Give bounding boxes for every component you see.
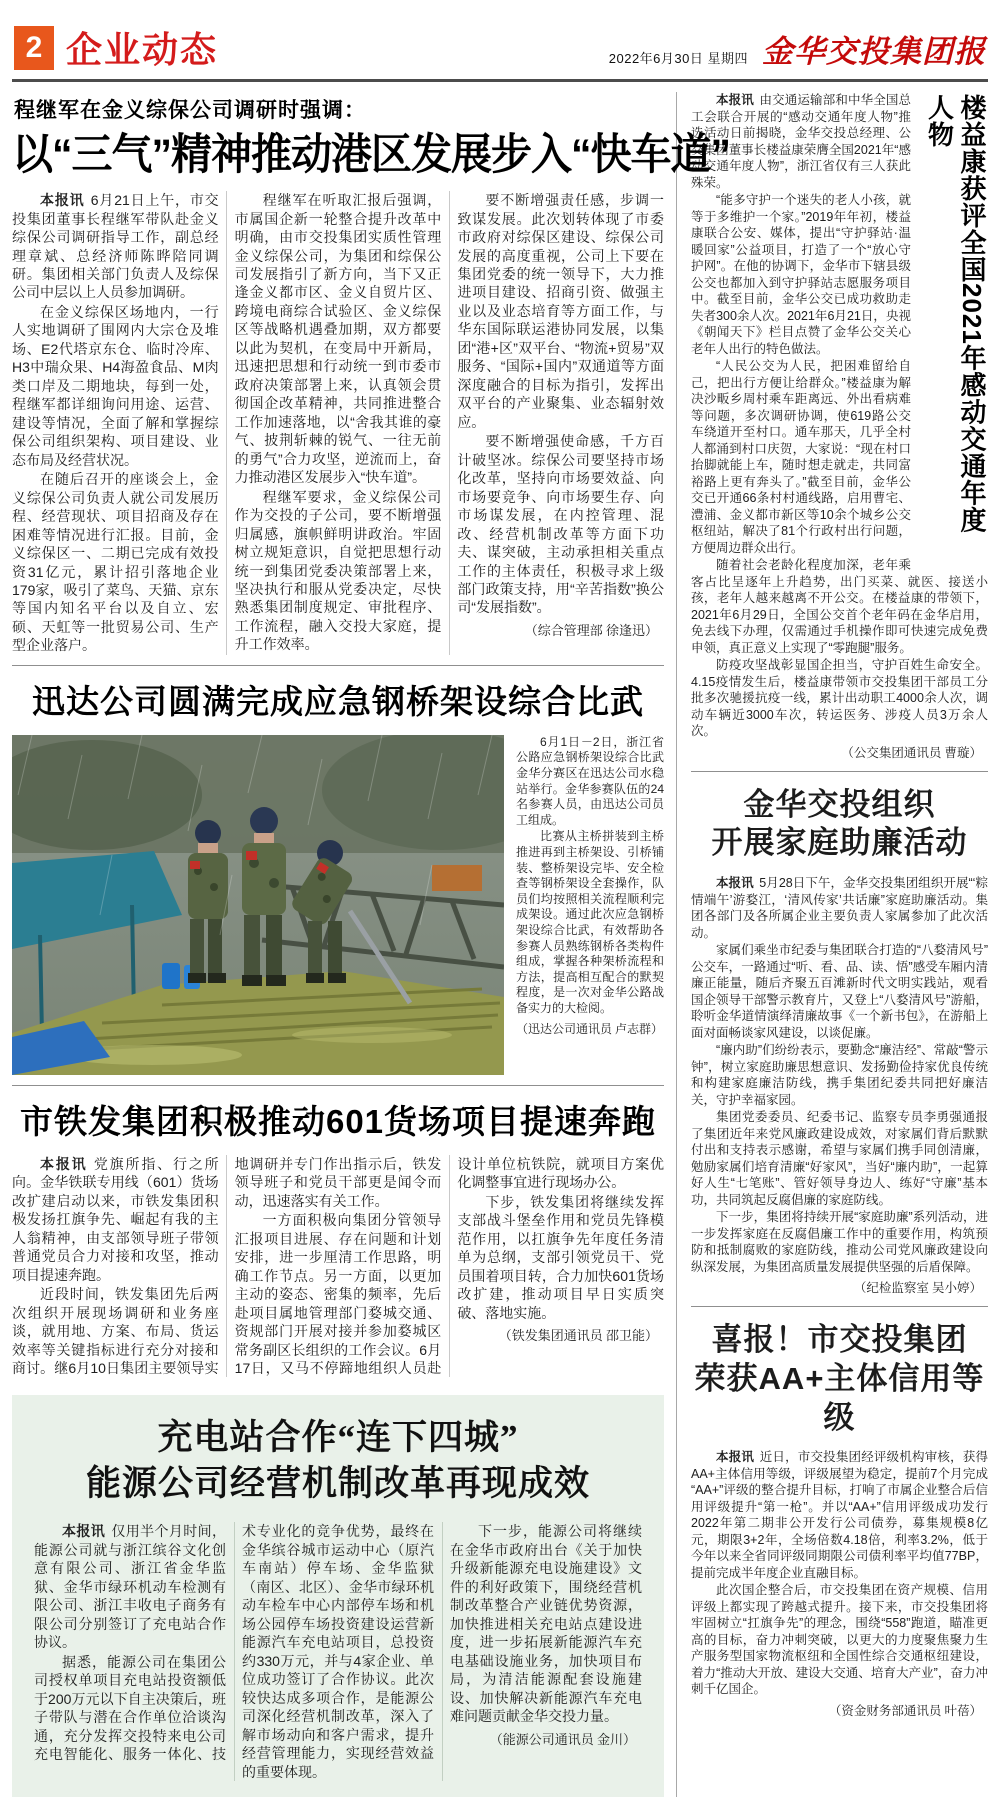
paragraph-text: 近日，市交投集团经评级机构审核，获得AA+主体信用等级，评级展望为稳定，提前7个月完成“AA+”评级的整合提升目标，打响了市属企业整合后信用评级提升“第一枪”。并以“AA+”信用评级成功发行2022年第二期非公开发行公司债券，募集规模8亿元，期限3+2年，全场倍数4.18倍，利率3.2%，低于今年以来全省同评级同期限公司债利率平均值77BP，提前完成半年度企业直融目标。 bbox=[691, 1450, 988, 1580]
headline-line2: 开展家庭助廉活动 bbox=[711, 825, 968, 861]
page-body bbox=[12, 92, 988, 1797]
byline: （资金财务部通讯员 叶蓓） bbox=[828, 1703, 982, 1718]
paragraph: 要不断增强使命感，千方百计破坚冰。综保公司要坚持市场化改革，坚持向市场要效益、向市场要竞争、向市场要生存、向市场谋发展，在内控管理、混改、经营机制改革等方面下功夫、谋突破，主动承担相关重点工作的主体责任，积极寻求上级部门政策支持，用“辛苦指数”换公司“发展指数”。 bbox=[457, 433, 664, 616]
article-body bbox=[34, 1522, 642, 1781]
right-column bbox=[676, 92, 988, 1797]
lede-label: 本报讯 bbox=[716, 93, 754, 107]
article-body bbox=[12, 735, 664, 1075]
paragraph-text: 5月28日下午，金华交投集团组织开展“‘粽情端午’游婺江，‘清风传家’共话廉”家庭助廉活动。集团各部门及各所属企业主要负责人家属参加了此次活动。 bbox=[691, 876, 988, 940]
divider bbox=[691, 771, 988, 772]
headline-line1: 金华交投组织 bbox=[743, 786, 936, 822]
page-number-badge: 2 bbox=[14, 26, 54, 70]
byline: （迅达公司通讯员 卢志群） bbox=[516, 1021, 664, 1036]
divider bbox=[12, 1085, 664, 1086]
paragraph: 下一步，集团将持续开展“家庭助廉”系列活动，进一步发挥家庭在反腐倡廉工作中的重要作用，构筑预防和抵制腐败的家庭防线，推动公司党风廉政建设向纵深发展，为集团高质量发展提供坚强的后盾保障。 bbox=[691, 1210, 988, 1274]
paragraph: “能多守护一个迷失的老人小孩，就等于多维护一个家。”2019年年初，楼益康联合公安、媒体，提出“守护驿站·温暖回家”公益项目，打造了一个“放心守护网”。在他的协调下，金华市下辖县级公交也都加入到守护驿站志愿服务项目中。截至目前，金华公交已成功救助走失者300余人次。2021年6月21日，央视《朝闻天下》栏目点赞了金华公交关心老年人出行的特色做法。 bbox=[691, 193, 911, 356]
paragraph bbox=[34, 1522, 226, 1651]
header-left bbox=[14, 22, 218, 73]
divider bbox=[691, 1306, 988, 1307]
byline: （纪检监察室 吴小婷） bbox=[853, 1281, 982, 1295]
article-body bbox=[12, 1155, 664, 1378]
paragraph: “廉内助”们纷纷表示，要勤念“廉洁经”、常敲“警示钟”，树立家庭助廉思想意识、发扬勤俭持家优良传统和构建家庭廉洁防线，携手集团纪委共同把好廉洁关，守护幸福家园。 bbox=[691, 1043, 988, 1107]
header-right bbox=[609, 26, 986, 73]
lede-label: 本报讯 bbox=[716, 1450, 755, 1465]
paragraph-text: 6月21日上午，市交投集团董事长程继军带队赴金义综保公司调研指导工作，副总经理章斌、总经济师陈晔陪同调研。集团相关部门负责人及综保公司中层以上人员参加调研。 bbox=[12, 192, 219, 301]
paragraph: “人民公交为人民，把困难留给自己，把出行方便让给群众。”楼益康为解决沙畈乡周村乘车距离远、外出看病难等问题，多次调研协调，使619路公交车绕道开至村口。通车那天，几乎全村人都涌到村口庆贺，大家说：“现在村口抬脚就能上车，随时想走就走，共同富裕路上更有奔头了。”截至目前，金华公交已开通66条村村通线路，启用曹宅、澧浦、金义都市新区等10余个城乡公交枢纽站，解决了81个行政村出行问题，方便周边群众出行。 bbox=[691, 359, 911, 555]
paragraph: 此次国企整合后，市交投集团在资产规模、信用评级上都实现了跨越式提升。接下来，市交投集团将牢固树立“扛旗争先”的理念，围绕“558”跑道，瞄准更高的目标，奋力冲刺突破，以更大的力度聚焦聚力生产服务型国家物流枢纽和全国性综合交通枢纽建设，着力“推动大开放、建设大交通、培育大产业”，奋力冲刺千亿国企。 bbox=[691, 1583, 988, 1697]
paragraph-text: 党旗所指、行之所向。金华铁联专用线（601）货场改扩建启动以来，市铁发集团积极发扬扛旗争先、崛起有我的主人翁精神，由支部领导班子带领普通党员合力对接和攻坚，推动项目提速奔跑。 bbox=[12, 1155, 219, 1283]
headline-line1: 喜报！市交投集团 bbox=[711, 1322, 968, 1357]
paragraph: 程继军要求，金义综保公司作为交投的子公司，要不断增强归属感，旗帜鲜明讲政治。牢固树立规矩意识，自觉把思想行动统一到集团党委决策部署上来，坚决执行和服从党委决定，尽快熟悉集团制度规定、审批程序、工作流程，融入交投大家庭，提升工作效率。 bbox=[234, 488, 442, 653]
byline: （公交集团通讯员 曹璇） bbox=[841, 745, 982, 760]
lede-label: 本报讯 bbox=[62, 1523, 106, 1540]
headline-line1: 充电站合作“连下四城” bbox=[157, 1418, 519, 1458]
article-gangqu bbox=[12, 94, 730, 655]
paragraph-text: 由交通运输部和中华全国总工会联合开展的“感动交通年度人物”推选活动日前揭晓，金华交投总经理、公交集团董事长楼益康荣膺全国2021年“感动交通年度人物”，浙江省仅有三人获此殊荣。 bbox=[691, 93, 911, 190]
article-headline bbox=[691, 786, 988, 864]
article-headline: 市铁发集团积极推动601货场项目提速奔跑 bbox=[19, 1102, 657, 1140]
byline: （能源公司通讯员 金川） bbox=[489, 1731, 636, 1747]
article-headline bbox=[691, 1321, 988, 1437]
article-rail601 bbox=[12, 1096, 664, 1378]
paragraph-text: 仅用半个月时间，能源公司就与浙江缤谷文化创意有限公司、浙江省金华监狱、金华市绿环机动车检测有限公司、浙江丰收电子商务有限公司分别签订了充电站合作协议。 bbox=[34, 1523, 227, 1651]
publication-date: 2022年6月30日 星期四 bbox=[608, 51, 748, 66]
lede-label: 本报讯 bbox=[716, 876, 754, 890]
left-column bbox=[12, 92, 730, 1797]
paragraph bbox=[12, 191, 219, 302]
paragraph: 集团党委委员、纪委书记、监察专员李勇强通报了集团近年来党风廉政建设成效，对家属们背后默默付出和支持表示感谢，希望与家属们携手同创清廉，勉励家属们培育清廉“好家风”，当好“廉内助”，一起算好人生“七笔账”、管好领导身边人、练好“守廉”基本功，共同筑起反腐倡廉的家庭防线。 bbox=[691, 1110, 988, 1207]
page-header bbox=[12, 22, 988, 79]
article-charging bbox=[12, 1395, 664, 1797]
paragraph: 6月1日－2日，浙江省公路应急钢桥架设综合比武金华分赛区在迅达公司水稳站举行。金华参赛队伍的24名参赛人员，由迅达公司员工组成。 bbox=[516, 734, 664, 827]
paragraph: 近段时间，铁发集团先后两次组织开展现场调研和业务座谈，就用地、方案、布局、货运效率等关键指标进行充分对接和商讨。继6月10日集团主要领导实地调研并专门作出指示后，铁发领导班子和党员干部更是闻令而动，迅速落实有关工作。 bbox=[12, 1155, 442, 1377]
header-rule bbox=[12, 79, 988, 82]
paragraph: 家属们乘坐市纪委与集团联合打造的“八婺清风号”公交车，一路通过“听、看、品、读、悟”感受车厢内清廉正能量，随后齐聚五百滩新时代文明实践站，观看国企领导干部警示教育片，又登上“八婺清风号”游船，聆听金华道情演绎清廉故事《一个新书包》，在游船上面对面畅谈家风建设，以谈促廉。 bbox=[691, 943, 988, 1040]
headline-line2: 能源公司经营机制改革再现成效 bbox=[85, 1463, 590, 1503]
article-kicker: 程继军在金义综保公司调研时强调： bbox=[14, 99, 366, 122]
headline-line2: 荣获AA+主体信用等级 bbox=[694, 1360, 985, 1435]
section-title: 企业动态 bbox=[66, 29, 219, 70]
article-bridge bbox=[12, 676, 664, 1075]
paragraph: 一方面积极向集团分管领导汇报项目进展、存在问题和计划安排，进一步厘清工作思路，明确工作节点。另一方面，以更加主动的姿态、密集的频率，先后赴项目属地管理部门婺城交通、资规部门开展对接并参加婺城区常务副区长组织的工作会议。6月17日，又马不停蹄地组织人员赴设计单位杭铁院，就项目方案优化调整事宜进行现场办公。 bbox=[234, 1155, 664, 1377]
bridge-drill-photo bbox=[12, 735, 504, 1075]
paragraph bbox=[691, 1449, 988, 1581]
paragraph bbox=[12, 1155, 219, 1284]
article-headline-vertical: 楼益康获评全国2021年感动交通年度人物 bbox=[924, 94, 987, 534]
article-headline: 迅达公司圆满完成应急钢桥架设综合比武 bbox=[32, 682, 644, 720]
lede-label: 本报讯 bbox=[40, 1155, 88, 1172]
byline: （综合管理部 徐逢迅） bbox=[524, 622, 658, 638]
bridge-drill-photo-illustration bbox=[12, 735, 504, 1075]
paragraph: 在金义综保区场地内，一行人实地调研了围网内大宗仓及堆场、E2代塔京东仓、临时冷库、H3中瑞众果、H4海盈食品、M肉类口岸及二期地块，每到一处，程继军都详细询问用途、运营、建设等情况，全面了解和掌握综保公司组织架构、项目建设、业态布局及经营状况。 bbox=[12, 303, 219, 468]
paragraph: 下步，铁发集团将继续发挥支部战斗堡垒作用和党员先锋模范作用，以扛旗争先年度任务清单为总纲，支部引领党员干、党员围着项目转，合力加快601货场改扩建，推动项目早日实质突破、落地实施。 bbox=[457, 1193, 664, 1321]
article-headline: 以“三气”精神推动港区发展步入“快车道” bbox=[12, 130, 730, 179]
article-text-column bbox=[516, 735, 664, 1075]
paragraph: 据悉，能源公司在集团公司授权单项目充电站投资额低于200万元以下自主决策后，班子带队与潜在合作单位洽谈沟通，充分发挥交投特来电公司充电智能化、服务一体化、技术专业化的竞争优势，最终在金华缤谷城市运动中心（原汽车南站）停车场、金华监狱（南区、北区）、金华市绿环机动车检车中心内部停车场和机场公园停车场投资建设运营新能源汽车充电站项目，总投资约330万元，并与4家企业、单位成功签订了合作协议。此次较快达成多项合作，是能源公司深化经营机制改革，深入了解市场动向和客户需求，提升经营管理能力，实现经营效益的重要体现。 bbox=[34, 1523, 434, 1780]
paragraph: 下一步，能源公司将继续在金华市政府出台《关于加快升级新能源充电设施建设》文件的利好政策下，围绕经营机制改革整合产业链优势资源，加快推进相关充电站点建设进度，进一步拓展新能源汽车充电基础设施业务，加快项目布局，为清洁能源配套设施建设、加快解决新能源汽车充电难问题贡献金华交投力量。 bbox=[450, 1523, 642, 1725]
masthead: 金华交投集团报 bbox=[762, 34, 986, 69]
paragraph: 要不断增强责任感，步调一致谋发展。此次划转体现了市委市政府对综保区建设、综保公司发展的高度重视，公司上下要在集团党委的统一领导下，大力推进项目建设、招商引资、做强主业以及业态培育等方面工作，与华东国际联运港协同发展，以集团“港+区”双平台、“物流+贸易”双服务、“国际+国内”双通道等方面深度融合的目标为指引，发挥出双平台的产业聚集、业态辐射效应。 bbox=[457, 192, 664, 430]
article-body bbox=[12, 191, 664, 655]
paragraph: 随着社会老龄化程度加深，老年乘客占比呈逐年上升趋势，出门买菜、就医、接送小孩，老年人越来越离不开公交。在楼益康的带领下，2021年6月29日，全国公交首个老年码在金华启用，免去线下办理，仅需通过手机操作即可快速完成免费申领，真正意义上实现了“零跑腿”服务。 bbox=[691, 558, 988, 655]
paragraph bbox=[691, 875, 988, 941]
byline: （铁发集团通讯员 邵卫能） bbox=[498, 1328, 658, 1344]
paragraph: 在随后召开的座谈会上，金义综保公司负责人就公司发展历程、经营现状、项目招商及存在困难等情况进行汇报。目前，金义综保区一、二期已完成有效投资31亿元，累计招引落地企业179家，吸引了菜鸟、天猫、京东等国内知名平台以及自立、宏硕、天虹等一批贸易公司、生产型企业落户。 bbox=[12, 471, 219, 654]
article-aa-rating bbox=[691, 1321, 988, 1719]
article-family bbox=[691, 786, 988, 1297]
paragraph: 防疫攻坚战彰显国企担当，守护百姓生命安全。4.15疫情发生后，楼益康带领市交投集团干部员工分批多次驰援抗疫一线，累计出动职工4000余人次，调动车辆近3000车次，转运医务、涉疫人员3万余人次。 bbox=[691, 658, 988, 738]
paragraph: 程继军在听取汇报后强调，市属国企新一轮整合提升改革中明确，由市交投集团实质性管理金义综保公司，为集团和综保公司发展指引了新方向，当下又正逢金义都市区、金义自贸片区、跨境电商综合试验区、金义综保区等战略机遇叠加期，双方都要以此为契机，在变局中开新局，迅速把思想和行动统一到市委市政府决策部署上来，认真领会贯彻国企改革精神，共同推进整合工作加速落地，以“舍我其谁的豪气、披荆斩棘的锐气、一往无前的勇气”合力攻坚，逆流而上，奋力推动港区发展步入“快车道”。 bbox=[234, 192, 442, 486]
article-louyikang bbox=[691, 92, 988, 761]
article-headline bbox=[34, 1415, 642, 1506]
divider bbox=[12, 665, 664, 666]
lede-label: 本报讯 bbox=[40, 192, 85, 209]
paragraph: 比赛从主桥拼装到主桥推进再到主桥架设、引桥铺装、整桥架设完毕、安全检查等钢桥架设全套操作，队员们均按照相关流程顺利完成架设。通过此次应急钢桥架设综合比武，有效帮助各参赛人员熟练钢桥各类构件组成，掌握各种架桥流程和方法，提高相互配合的默契程度，是一次对金华公路战备实力的大检阅。 bbox=[516, 829, 664, 1015]
